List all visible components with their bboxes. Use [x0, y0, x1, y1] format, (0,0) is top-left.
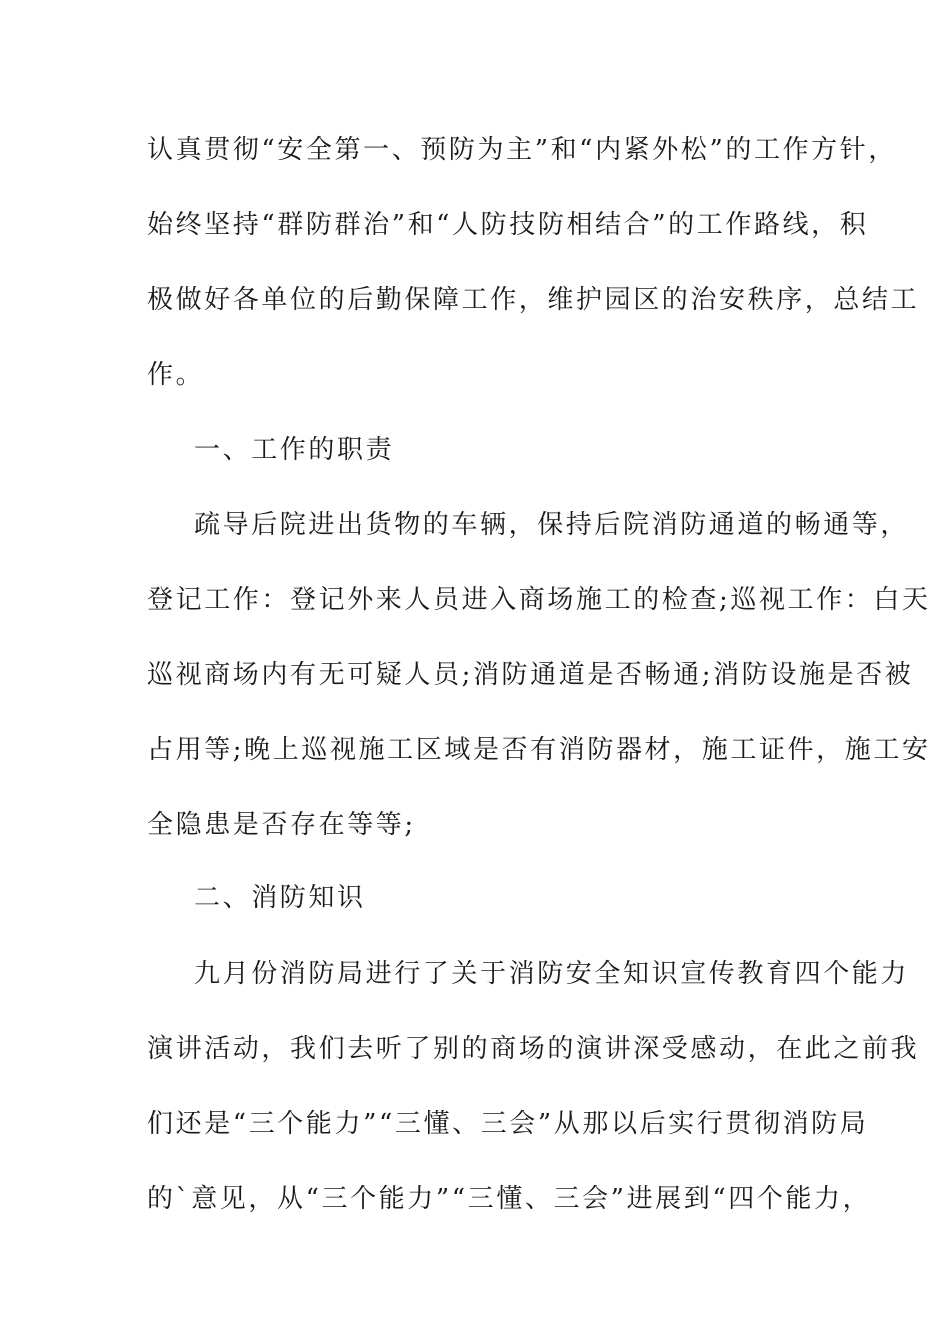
- section-heading: 二、消防知识: [194, 883, 366, 913]
- paragraph-line: 作。: [147, 360, 205, 390]
- paragraph-line: 占用等;晚上巡视施工区域是否有消防器材，施工证件，施工安: [147, 735, 931, 765]
- paragraph-line: 认真贯彻“安全第一、预防为主”和“内紧外松”的工作方针，: [147, 135, 897, 165]
- section-heading: 一、工作的职责: [194, 435, 395, 465]
- paragraph-line: 九月份消防局进行了关于消防安全知识宣传教育四个能力: [194, 959, 910, 989]
- paragraph-line: 们还是“三个能力”“三懂、三会”从那以后实行贯彻消防局: [147, 1109, 869, 1139]
- paragraph-line: 登记工作：登记外来人员进入商场施工的检查;巡视工作：白天: [147, 585, 931, 615]
- paragraph-line: 极做好各单位的后勤保障工作，维护园区的治安秩序，总结工: [147, 285, 920, 315]
- paragraph-line: 的`意见，从“三个能力”“三懂、三会”进展到“四个能力，: [147, 1184, 872, 1214]
- paragraph-line: 疏导后院进出货物的车辆，保持后院消防通道的畅通等，: [194, 510, 910, 540]
- paragraph-line: 全隐患是否存在等等;: [147, 810, 416, 840]
- paragraph-line: 始终坚持“群防群治”和“人防技防相结合”的工作路线，积: [147, 210, 869, 240]
- paragraph-line: 演讲活动，我们去听了别的商场的演讲深受感动，在此之前我: [147, 1034, 920, 1064]
- paragraph-line: 巡视商场内有无可疑人员;消防通道是否畅通;消防设施是否被: [147, 660, 914, 690]
